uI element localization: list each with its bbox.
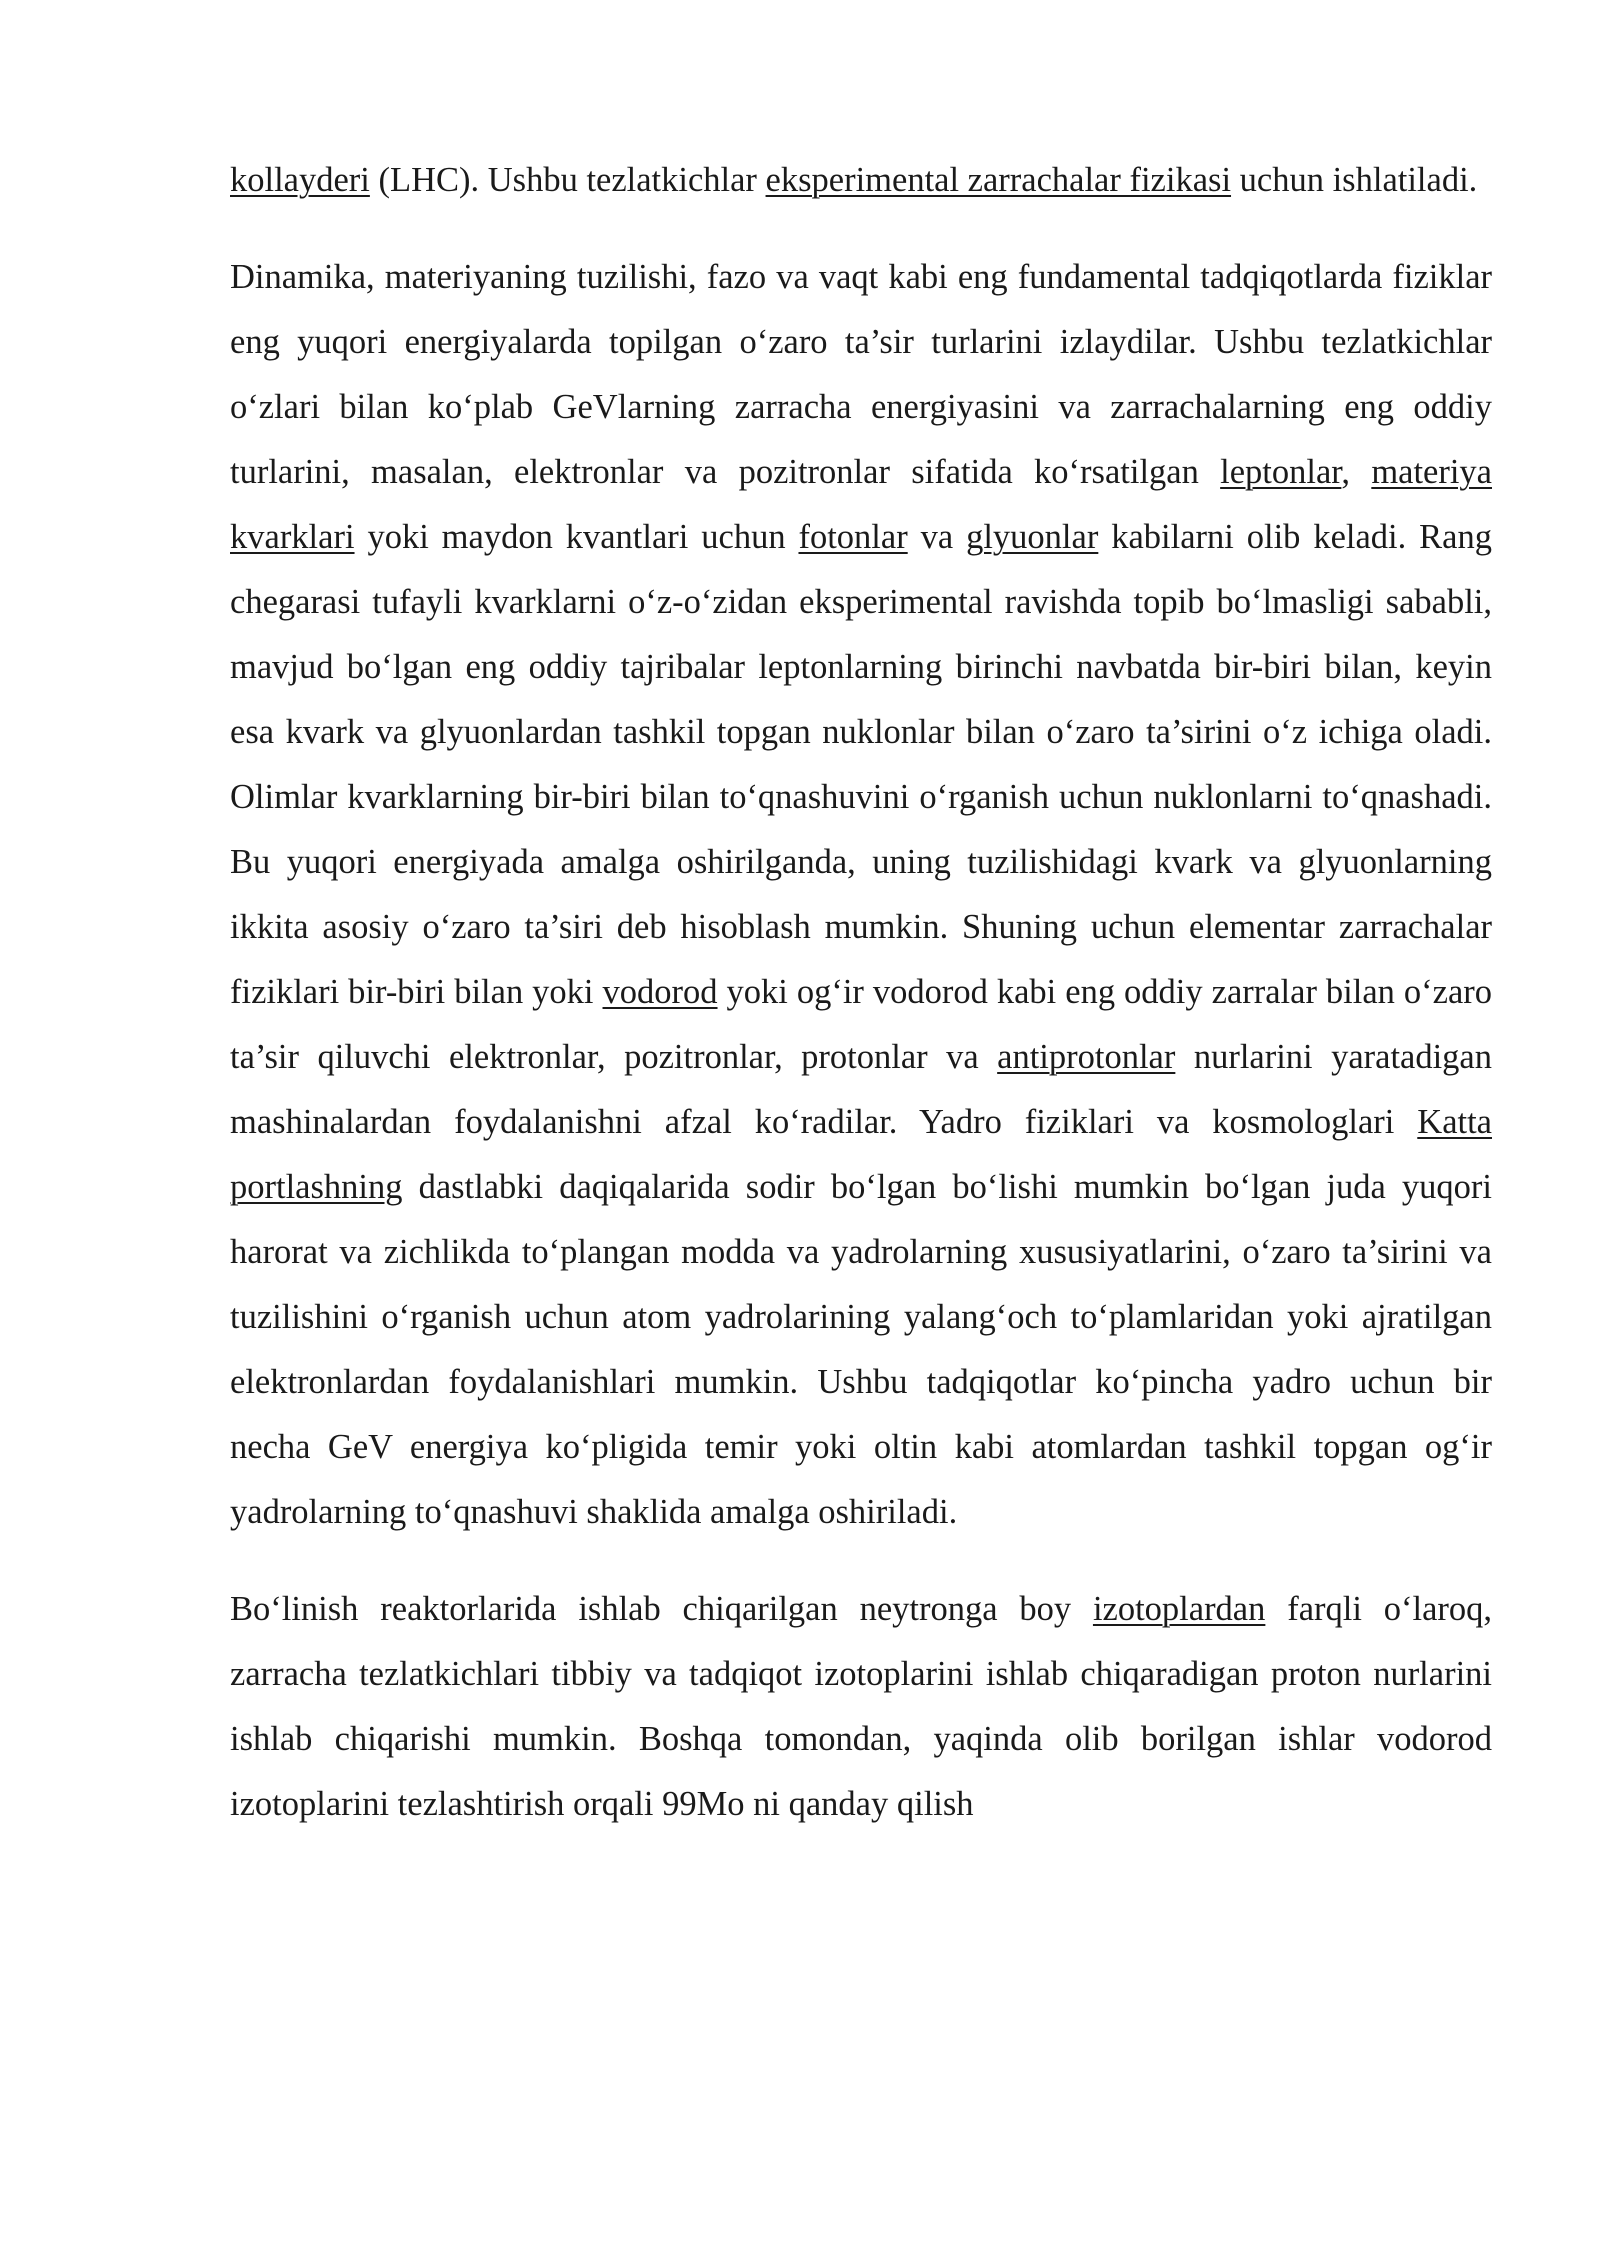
link-eksperimental-zarrachalar-fizikasi[interactable]: eksperimental zarrachalar fizikasi bbox=[765, 161, 1232, 199]
link-glyuonlar[interactable]: glyuonlar bbox=[966, 518, 1099, 556]
text-run: farqli o‘laroq, zarracha tezlatkichlari tibbiy va tadqiqot izotoplarini ishlab chiqaradigan proton nurlarini ishlab chiqarishi mumkin. Boshqa tomondan, yaqinda olib borilgan ishlar vodorod izotoplarini tezlashtirish orqali 99Mo ni qanday qilish bbox=[230, 1590, 1492, 1823]
link-katta-portlashning[interactable]: Katta portlashning bbox=[230, 1103, 1492, 1206]
link-vodorod[interactable]: vodorod bbox=[602, 973, 718, 1011]
text-run: Dinamika, materiyaning tuzilishi, fazo va vaqt kabi eng fundamental tadqiqotlarda fiziklar eng yuqori energiyalarda topilgan o‘zaro ta’sir turlarini izlaydilar. Ushbu tezlatkichlar o‘zlari bilan ko‘plab GeVlarning zarracha energiyasini va zarrachalarning eng oddiy turlarini, masalan, elektronlar va pozitronlar sifatida ko‘rsatilgan bbox=[230, 258, 1492, 491]
link-antiprotonlar[interactable]: antiprotonlar bbox=[997, 1038, 1176, 1076]
text-run: , bbox=[1341, 453, 1372, 491]
link-kvarklari[interactable]: kvarklari bbox=[230, 518, 355, 556]
link-izotoplardan[interactable]: izotoplardan bbox=[1092, 1590, 1266, 1628]
text-run: va bbox=[907, 518, 967, 556]
text-run: dastlabki daqiqalarida sodir bo‘lgan bo‘lishi mumkin bo‘lgan juda yuqori harorat va zichlikda to‘plangan modda va yadrolarning xususiyatlarini, o‘zaro ta’sirini va tuzilishini o‘rganish uchun atom yadrolarining yalang‘och to‘plamlaridan yoki ajratilgan elektronlardan foydalanishlari mumkin. Ushbu tadqiqotlar ko‘pincha yadro uchun bir necha GeV energiya ko‘pligida temir yoki oltin kabi atomlardan tashkil topgan og‘ir yadrolarning to‘qnashuvi shaklida amalga oshiriladi. bbox=[230, 1168, 1492, 1531]
text-run: kabilarni olib keladi. Rang chegarasi tufayli kvarklarni o‘z-o‘zidan eksperimental ravishda topib bo‘lmasligi sababli, mavjud bo‘lgan eng oddiy tajribalar leptonlarning birinchi navbatda bir-biri bilan, keyin esa kvark va glyuonlardan tashkil topgan nuklonlar bilan o‘zaro ta’sirini o‘z ichiga oladi. Olimlar kvarklarning bir-biri bilan to‘qnashuvini o‘rganish uchun nuklonlarni to‘qnashadi. Bu yuqori energiyada amalga oshirilganda, uning tuzilishidagi kvark va glyuonlarning ikkita asosiy o‘zaro ta’siri deb hisoblash mumkin. Shuning uchun elementar zarrachalar fiziklari bir-biri bilan yoki bbox=[230, 518, 1492, 1011]
text-run: nurlarini yaratadigan mashinalardan foydalanishni afzal ko‘radilar. Yadro fiziklari va kosmologlari bbox=[230, 1038, 1492, 1141]
link-leptonlar[interactable]: leptonlar bbox=[1220, 453, 1342, 491]
text-run: Bo‘linish reaktorlarida ishlab chiqarilgan neytronga boy bbox=[230, 1590, 1093, 1628]
link-kollayderi[interactable]: kollayderi bbox=[230, 161, 370, 199]
paragraph-3 bbox=[230, 1577, 1492, 1837]
text-run: yoki og‘ir vodorod kabi eng oddiy zarralar bilan o‘zaro ta’sir qiluvchi elektronlar, pozitronlar, protonlar va bbox=[230, 973, 1493, 1076]
paragraph-2 bbox=[230, 245, 1492, 1545]
text-run: uchun ishlatiladi. bbox=[1231, 161, 1478, 199]
link-materiya[interactable]: materiya bbox=[1371, 453, 1492, 491]
link-fotonlar[interactable]: fotonlar bbox=[798, 518, 908, 556]
text-run: yoki maydon kvantlari uchun bbox=[354, 518, 799, 556]
text-run: (LHC). Ushbu tezlatkichlar bbox=[369, 161, 766, 199]
document-body bbox=[230, 148, 1492, 1869]
paragraph-1 bbox=[230, 148, 1492, 213]
